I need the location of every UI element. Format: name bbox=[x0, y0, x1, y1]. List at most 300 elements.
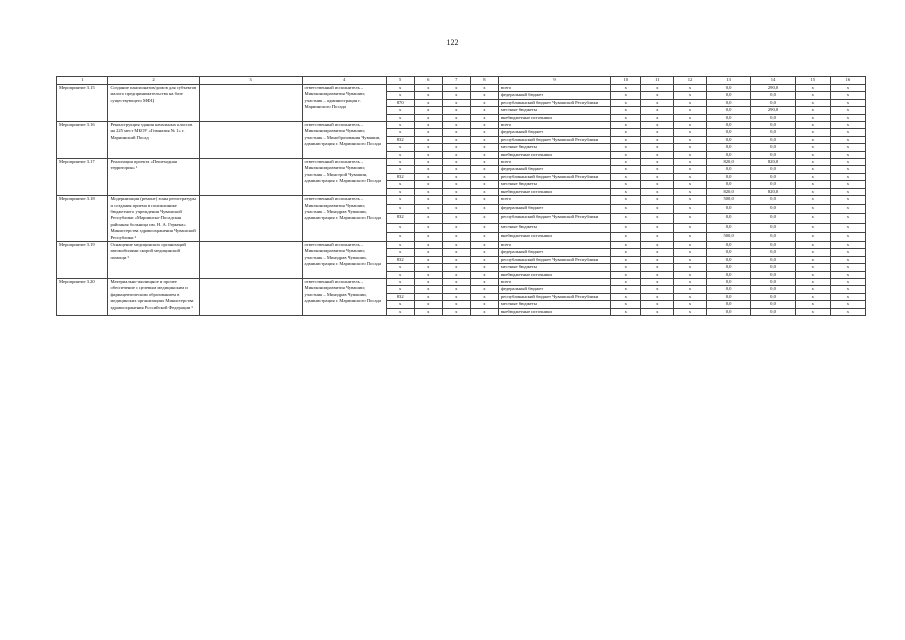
value-cell: x bbox=[442, 181, 470, 188]
value-cell: x bbox=[442, 99, 470, 106]
value-cell: x bbox=[830, 85, 865, 92]
value-cell: x bbox=[674, 223, 707, 232]
value-cell: x bbox=[830, 196, 865, 205]
column-number-cell: 2 bbox=[108, 77, 199, 85]
value-cell: x bbox=[641, 92, 674, 99]
value-cell: 832 bbox=[386, 293, 414, 300]
value-cell: x bbox=[414, 308, 442, 315]
value-cell: x bbox=[611, 249, 641, 256]
value-cell: 0,0 bbox=[751, 256, 795, 263]
value-cell: x bbox=[795, 196, 830, 205]
value-cell: x bbox=[795, 214, 830, 223]
value-cell: x bbox=[674, 114, 707, 121]
funding-source-cell: всего bbox=[498, 122, 610, 129]
value-cell: x bbox=[674, 301, 707, 308]
value-cell: x bbox=[795, 264, 830, 271]
value-cell: 290,0 bbox=[751, 85, 795, 92]
value-cell: x bbox=[386, 249, 414, 256]
value-cell: 0,0 bbox=[751, 144, 795, 151]
value-cell: x bbox=[442, 223, 470, 232]
value-cell: x bbox=[795, 256, 830, 263]
value-cell: 0,0 bbox=[706, 264, 750, 271]
value-cell: 0,0 bbox=[706, 301, 750, 308]
value-cell: x bbox=[414, 92, 442, 99]
funding-source-cell: всего bbox=[498, 278, 610, 285]
value-cell: x bbox=[611, 107, 641, 114]
value-cell: x bbox=[641, 181, 674, 188]
value-cell: x bbox=[830, 241, 865, 248]
value-cell: x bbox=[641, 286, 674, 293]
funding-source-cell: местные бюджеты bbox=[498, 301, 610, 308]
funding-source-cell: внебюджетные источники bbox=[498, 188, 610, 195]
value-cell: x bbox=[442, 129, 470, 136]
value-cell: x bbox=[674, 308, 707, 315]
value-cell: 0,0 bbox=[706, 181, 750, 188]
value-cell: x bbox=[611, 293, 641, 300]
value-cell: x bbox=[641, 223, 674, 232]
value-cell: x bbox=[611, 205, 641, 214]
value-cell: x bbox=[674, 85, 707, 92]
value-cell: x bbox=[830, 151, 865, 158]
value-cell: x bbox=[414, 264, 442, 271]
value-cell: x bbox=[674, 256, 707, 263]
value-cell: x bbox=[414, 188, 442, 195]
value-cell: x bbox=[414, 136, 442, 143]
executor-cell: ответственный исполнитель – Минэкономразвития Чувашии; участник – Минстрой Чувашии, администрация г. Мариинского Посада bbox=[302, 159, 386, 196]
funding-source-cell: республиканский бюджет Чувашской Республики bbox=[498, 136, 610, 143]
value-cell: x bbox=[674, 214, 707, 223]
value-cell: x bbox=[641, 308, 674, 315]
value-cell: x bbox=[611, 214, 641, 223]
value-cell: x bbox=[830, 256, 865, 263]
value-cell: x bbox=[442, 271, 470, 278]
value-cell: x bbox=[414, 241, 442, 248]
value-cell: x bbox=[641, 214, 674, 223]
value-cell: x bbox=[470, 271, 498, 278]
value-cell: x bbox=[470, 181, 498, 188]
value-cell: x bbox=[830, 205, 865, 214]
funding-source-cell: местные бюджеты bbox=[498, 144, 610, 151]
value-cell: x bbox=[611, 286, 641, 293]
funding-source-cell: внебюджетные источники bbox=[498, 232, 610, 241]
value-cell: x bbox=[641, 241, 674, 248]
value-cell: x bbox=[611, 166, 641, 173]
value-cell: x bbox=[674, 293, 707, 300]
funding-source-cell: федеральный бюджет bbox=[498, 249, 610, 256]
value-cell: 0,0 bbox=[751, 293, 795, 300]
value-cell: 0,0 bbox=[751, 196, 795, 205]
value-cell: x bbox=[611, 99, 641, 106]
value-cell: x bbox=[611, 278, 641, 285]
value-cell: x bbox=[830, 249, 865, 256]
value-cell: x bbox=[414, 196, 442, 205]
value-cell: x bbox=[674, 122, 707, 129]
value-cell: 0,0 bbox=[751, 241, 795, 248]
value-cell: x bbox=[674, 173, 707, 180]
value-cell: x bbox=[795, 92, 830, 99]
value-cell: 0,0 bbox=[751, 122, 795, 129]
value-cell: x bbox=[795, 107, 830, 114]
value-cell: 0,0 bbox=[751, 129, 795, 136]
value-cell: 0,0 bbox=[706, 241, 750, 248]
value-cell: x bbox=[795, 173, 830, 180]
value-cell: x bbox=[674, 166, 707, 173]
value-cell: x bbox=[674, 92, 707, 99]
value-cell: x bbox=[470, 129, 498, 136]
measure-code-cell: Мероприятие 3.18 bbox=[57, 196, 108, 242]
value-cell: x bbox=[830, 181, 865, 188]
value-cell: x bbox=[442, 166, 470, 173]
column-number-cell: 13 bbox=[706, 77, 750, 85]
value-cell: x bbox=[795, 223, 830, 232]
value-cell: x bbox=[611, 308, 641, 315]
value-cell: 0,0 bbox=[706, 271, 750, 278]
value-cell: x bbox=[470, 99, 498, 106]
value-cell: x bbox=[470, 293, 498, 300]
table-row bbox=[57, 85, 866, 92]
value-cell: x bbox=[641, 144, 674, 151]
value-cell: x bbox=[641, 129, 674, 136]
value-cell: x bbox=[414, 214, 442, 223]
value-cell: 820,0 bbox=[751, 159, 795, 166]
value-cell: x bbox=[442, 122, 470, 129]
value-cell: 0,0 bbox=[751, 136, 795, 143]
value-cell: 0,0 bbox=[706, 205, 750, 214]
value-cell: 0,0 bbox=[706, 173, 750, 180]
value-cell: 0,0 bbox=[751, 151, 795, 158]
value-cell: x bbox=[830, 278, 865, 285]
value-cell: x bbox=[442, 107, 470, 114]
value-cell: x bbox=[830, 293, 865, 300]
value-cell: x bbox=[611, 92, 641, 99]
value-cell: x bbox=[674, 99, 707, 106]
value-cell: 0,0 bbox=[706, 249, 750, 256]
value-cell: x bbox=[414, 107, 442, 114]
value-cell: x bbox=[795, 144, 830, 151]
value-cell: x bbox=[442, 92, 470, 99]
value-cell: x bbox=[795, 271, 830, 278]
value-cell: x bbox=[795, 249, 830, 256]
table-row bbox=[57, 196, 866, 205]
value-cell: x bbox=[641, 249, 674, 256]
value-cell: x bbox=[611, 159, 641, 166]
funding-source-cell: внебюджетные источники bbox=[498, 271, 610, 278]
value-cell: x bbox=[830, 188, 865, 195]
value-cell: x bbox=[386, 232, 414, 241]
value-cell: x bbox=[795, 188, 830, 195]
column-number-cell: 9 bbox=[498, 77, 610, 85]
value-cell: x bbox=[386, 301, 414, 308]
value-cell: x bbox=[641, 99, 674, 106]
value-cell: x bbox=[470, 264, 498, 271]
value-cell: x bbox=[611, 232, 641, 241]
table-row bbox=[57, 122, 866, 129]
value-cell: x bbox=[674, 196, 707, 205]
measure-name-cell: Оснащение медицинских организаций автомобилями скорой медицинской помощи ³ bbox=[108, 241, 199, 278]
budget-table bbox=[56, 76, 866, 316]
measure-name-cell: Создание пансионатов/домов для субъектов малого предпринимательства на базе существующего МФЦ bbox=[108, 85, 199, 122]
value-cell: x bbox=[611, 271, 641, 278]
value-cell: 832 bbox=[386, 136, 414, 143]
value-cell: x bbox=[470, 151, 498, 158]
measure-code-cell: Мероприятие 3.16 bbox=[57, 122, 108, 159]
value-cell: x bbox=[442, 196, 470, 205]
funding-source-cell: республиканский бюджет Чувашской Республики bbox=[498, 214, 610, 223]
funding-source-cell: федеральный бюджет bbox=[498, 92, 610, 99]
value-cell: x bbox=[641, 205, 674, 214]
value-cell: x bbox=[830, 166, 865, 173]
value-cell: 0,0 bbox=[751, 278, 795, 285]
funding-source-cell: республиканский бюджет Чувашской Республики bbox=[498, 293, 610, 300]
value-cell: x bbox=[414, 173, 442, 180]
value-cell: x bbox=[442, 264, 470, 271]
value-cell: 0,0 bbox=[706, 166, 750, 173]
value-cell: 0,0 bbox=[706, 107, 750, 114]
value-cell: x bbox=[470, 136, 498, 143]
value-cell: 0,0 bbox=[751, 114, 795, 121]
value-cell: x bbox=[641, 114, 674, 121]
funding-source-cell: всего bbox=[498, 196, 610, 205]
value-cell: 0,0 bbox=[706, 308, 750, 315]
value-cell: x bbox=[611, 151, 641, 158]
table-row bbox=[57, 278, 866, 285]
value-cell: x bbox=[674, 264, 707, 271]
value-cell: x bbox=[386, 107, 414, 114]
funding-source-cell: федеральный бюджет bbox=[498, 129, 610, 136]
value-cell: x bbox=[795, 99, 830, 106]
value-cell: x bbox=[795, 293, 830, 300]
value-cell: x bbox=[414, 99, 442, 106]
value-cell: x bbox=[830, 214, 865, 223]
value-cell: x bbox=[414, 144, 442, 151]
value-cell: x bbox=[830, 144, 865, 151]
empty-cell bbox=[199, 159, 302, 196]
value-cell: x bbox=[674, 129, 707, 136]
value-cell: x bbox=[442, 293, 470, 300]
measure-code-cell: Мероприятие 3.20 bbox=[57, 278, 108, 315]
value-cell: x bbox=[674, 205, 707, 214]
value-cell: x bbox=[830, 114, 865, 121]
value-cell: x bbox=[641, 107, 674, 114]
column-number-cell: 11 bbox=[641, 77, 674, 85]
value-cell: x bbox=[674, 232, 707, 241]
value-cell: x bbox=[830, 232, 865, 241]
value-cell: x bbox=[470, 308, 498, 315]
measure-code-cell: Мероприятие 3.15 bbox=[57, 85, 108, 122]
executor-cell: ответственный исполнитель – Минэкономразвития Чувашии; участник – Минздрав Чувашии, администрация г. Мариинского Посада bbox=[302, 196, 386, 242]
value-cell: x bbox=[414, 151, 442, 158]
value-cell: 0,0 bbox=[751, 271, 795, 278]
value-cell: x bbox=[386, 223, 414, 232]
value-cell: x bbox=[795, 181, 830, 188]
measure-name-cell: Реализация проекта «Пешеходная территория» ¹ bbox=[108, 159, 199, 196]
column-number-cell: 1 bbox=[57, 77, 108, 85]
value-cell: x bbox=[442, 214, 470, 223]
funding-source-cell: федеральный бюджет bbox=[498, 205, 610, 214]
value-cell: x bbox=[674, 181, 707, 188]
value-cell: x bbox=[674, 249, 707, 256]
value-cell: x bbox=[641, 85, 674, 92]
value-cell: x bbox=[386, 114, 414, 121]
funding-source-cell: федеральный бюджет bbox=[498, 166, 610, 173]
value-cell: 0,0 bbox=[751, 173, 795, 180]
executor-cell: ответственный исполнитель – Минэкономразвития Чувашии; участник – администрация г. Мариинского Посада bbox=[302, 85, 386, 122]
value-cell: x bbox=[470, 122, 498, 129]
value-cell: x bbox=[414, 114, 442, 121]
funding-source-cell: всего bbox=[498, 85, 610, 92]
value-cell: x bbox=[386, 144, 414, 151]
value-cell: 0,0 bbox=[706, 99, 750, 106]
value-cell: x bbox=[442, 136, 470, 143]
value-cell: x bbox=[795, 166, 830, 173]
value-cell: x bbox=[414, 205, 442, 214]
value-cell: x bbox=[641, 166, 674, 173]
value-cell: x bbox=[386, 271, 414, 278]
value-cell: 0,0 bbox=[706, 293, 750, 300]
value-cell: x bbox=[611, 264, 641, 271]
value-cell: 0,0 bbox=[706, 129, 750, 136]
value-cell: x bbox=[470, 144, 498, 151]
value-cell: 0,0 bbox=[751, 223, 795, 232]
value-cell: x bbox=[470, 188, 498, 195]
value-cell: x bbox=[386, 308, 414, 315]
value-cell: 0,0 bbox=[751, 232, 795, 241]
value-cell: x bbox=[611, 173, 641, 180]
value-cell: x bbox=[641, 136, 674, 143]
column-number-cell: 15 bbox=[795, 77, 830, 85]
value-cell: x bbox=[470, 223, 498, 232]
value-cell: x bbox=[470, 114, 498, 121]
value-cell: x bbox=[641, 173, 674, 180]
value-cell: x bbox=[830, 223, 865, 232]
value-cell: x bbox=[795, 241, 830, 248]
value-cell: x bbox=[442, 278, 470, 285]
funding-source-cell: внебюджетные источники bbox=[498, 114, 610, 121]
value-cell: x bbox=[470, 166, 498, 173]
value-cell: x bbox=[442, 256, 470, 263]
executor-cell: ответственный исполнитель – Минэкономразвития Чувашии; участник – Минздрав Чувашии, администрация г. Мариинского Посада bbox=[302, 278, 386, 315]
value-cell: x bbox=[442, 151, 470, 158]
column-number-cell: 3 bbox=[199, 77, 302, 85]
value-cell: x bbox=[386, 166, 414, 173]
value-cell: x bbox=[674, 241, 707, 248]
value-cell: x bbox=[442, 188, 470, 195]
value-cell: 0,0 bbox=[751, 301, 795, 308]
value-cell: x bbox=[386, 188, 414, 195]
column-number-cell: 5 bbox=[386, 77, 414, 85]
value-cell: x bbox=[386, 159, 414, 166]
value-cell: x bbox=[611, 114, 641, 121]
empty-cell bbox=[199, 122, 302, 159]
value-cell: x bbox=[795, 301, 830, 308]
value-cell: x bbox=[470, 301, 498, 308]
value-cell: x bbox=[795, 286, 830, 293]
value-cell: x bbox=[414, 122, 442, 129]
value-cell: x bbox=[386, 264, 414, 271]
value-cell: 0,0 bbox=[751, 166, 795, 173]
table-row bbox=[57, 159, 866, 166]
value-cell: x bbox=[414, 286, 442, 293]
funding-source-cell: местные бюджеты bbox=[498, 107, 610, 114]
value-cell: 820,0 bbox=[751, 188, 795, 195]
value-cell: x bbox=[386, 286, 414, 293]
value-cell: x bbox=[442, 159, 470, 166]
value-cell: x bbox=[641, 151, 674, 158]
value-cell: x bbox=[414, 129, 442, 136]
value-cell: x bbox=[830, 159, 865, 166]
value-cell: x bbox=[830, 129, 865, 136]
value-cell: x bbox=[830, 136, 865, 143]
column-number-cell: 8 bbox=[470, 77, 498, 85]
value-cell: 0,0 bbox=[706, 136, 750, 143]
value-cell: x bbox=[611, 136, 641, 143]
value-cell: x bbox=[386, 129, 414, 136]
value-cell: 0,0 bbox=[706, 151, 750, 158]
measure-name-cell: Материально-жилищное и прочее обеспечение с целевым медицинским и фармацевтическим образованием в медицинских организациях Министерства здравоохранения Российской Федерации ³ bbox=[108, 278, 199, 315]
funding-source-cell: внебюджетные источники bbox=[498, 308, 610, 315]
value-cell: x bbox=[611, 256, 641, 263]
value-cell: x bbox=[442, 205, 470, 214]
value-cell: x bbox=[414, 293, 442, 300]
value-cell: 0,0 bbox=[706, 114, 750, 121]
funding-source-cell: республиканский бюджет Чувашской Республики bbox=[498, 99, 610, 106]
value-cell: x bbox=[830, 122, 865, 129]
value-cell: x bbox=[442, 173, 470, 180]
measure-code-cell: Мероприятие 3.17 bbox=[57, 159, 108, 196]
value-cell: x bbox=[611, 85, 641, 92]
measure-name-cell: Реконструкция здания начальных классов на 225 мест МБОУ «Гимназия № 1» г. Мариинский Посад bbox=[108, 122, 199, 159]
value-cell: x bbox=[611, 223, 641, 232]
value-cell: 832 bbox=[386, 214, 414, 223]
value-cell: x bbox=[386, 151, 414, 158]
funding-source-cell: республиканский бюджет Чувашской Республики bbox=[498, 256, 610, 263]
value-cell: x bbox=[442, 85, 470, 92]
funding-source-cell: местные бюджеты bbox=[498, 264, 610, 271]
value-cell: x bbox=[641, 188, 674, 195]
column-number-cell: 7 bbox=[442, 77, 470, 85]
value-cell: 0,0 bbox=[706, 144, 750, 151]
column-number-cell: 16 bbox=[830, 77, 865, 85]
value-cell: x bbox=[470, 214, 498, 223]
value-cell: x bbox=[674, 286, 707, 293]
value-cell: x bbox=[641, 264, 674, 271]
value-cell: x bbox=[830, 308, 865, 315]
value-cell: x bbox=[674, 151, 707, 158]
value-cell: x bbox=[386, 122, 414, 129]
value-cell: x bbox=[470, 92, 498, 99]
value-cell: x bbox=[470, 249, 498, 256]
value-cell: x bbox=[611, 301, 641, 308]
value-cell: x bbox=[414, 85, 442, 92]
funding-source-cell: местные бюджеты bbox=[498, 181, 610, 188]
value-cell: x bbox=[611, 144, 641, 151]
value-cell: x bbox=[386, 241, 414, 248]
value-cell: 290,0 bbox=[751, 107, 795, 114]
value-cell: x bbox=[830, 107, 865, 114]
value-cell: x bbox=[414, 166, 442, 173]
value-cell: x bbox=[386, 278, 414, 285]
value-cell: x bbox=[674, 144, 707, 151]
value-cell: x bbox=[795, 129, 830, 136]
funding-source-cell: республиканский бюджет Чувашской Республики bbox=[498, 173, 610, 180]
value-cell: x bbox=[795, 159, 830, 166]
page-number: 122 bbox=[446, 38, 459, 47]
value-cell: 0,0 bbox=[706, 85, 750, 92]
value-cell: x bbox=[830, 301, 865, 308]
value-cell: x bbox=[414, 223, 442, 232]
value-cell: 0,0 bbox=[751, 308, 795, 315]
column-number-row bbox=[57, 77, 866, 85]
